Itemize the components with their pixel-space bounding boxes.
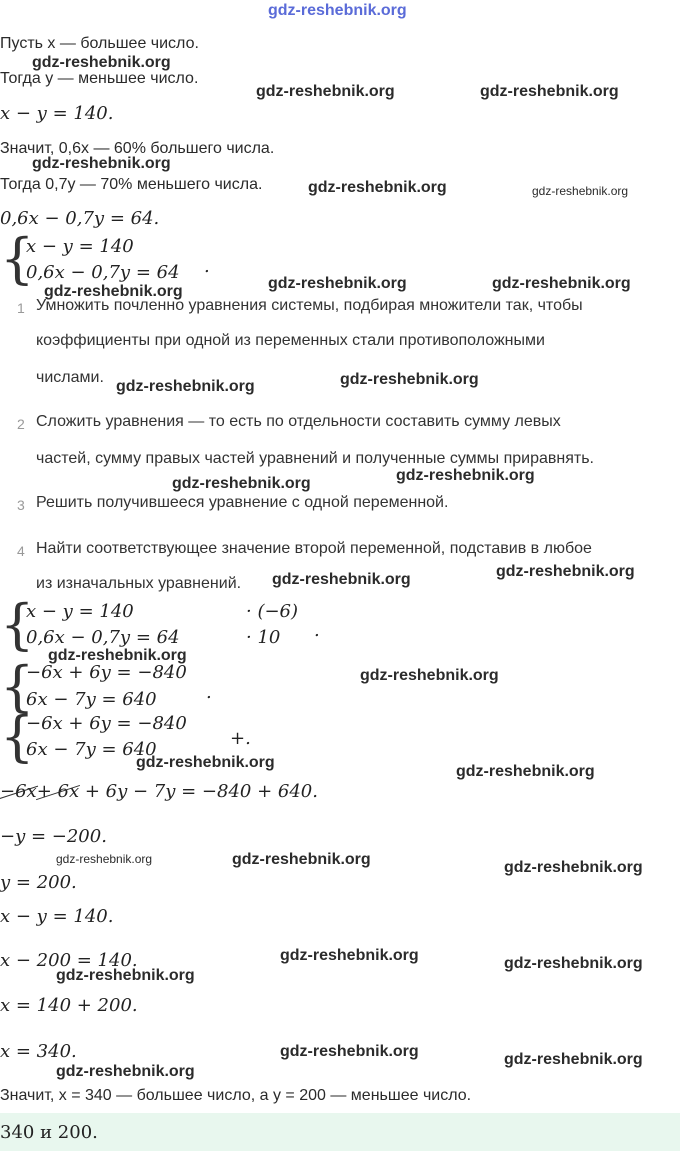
- watermark: gdz-reshebnik.org: [56, 1063, 195, 1080]
- watermark: gdz-reshebnik.org: [172, 475, 311, 492]
- answer-text: 340 и 200.: [0, 1122, 98, 1143]
- equation-step: x = 340.: [0, 1041, 77, 1062]
- watermark: gdz-reshebnik.org: [56, 967, 195, 984]
- text-line-y-smaller: Тогда y — меньшее число.: [0, 70, 199, 87]
- watermark: gdz-reshebnik.org: [496, 563, 635, 580]
- system4-eq2: 6x − 7y = 640: [26, 739, 157, 760]
- sum-rest: + 6y − 7y = −840 + 640.: [79, 781, 318, 802]
- watermark: gdz-reshebnik.org: [280, 947, 419, 964]
- equation-step: x = 140 + 200.: [0, 995, 138, 1016]
- system3-dot: .: [206, 682, 212, 703]
- watermark: gdz-reshebnik.org: [48, 647, 187, 664]
- step-text: Найти соответствующее значение второй переменной, подставив в любое: [36, 540, 592, 557]
- equation-step: x − y = 140.: [0, 906, 114, 927]
- system1-dot: .: [204, 256, 210, 277]
- watermark: gdz-reshebnik.org: [32, 54, 171, 71]
- system-brace: {: [0, 593, 35, 656]
- equation-step: −y = −200.: [0, 826, 107, 847]
- watermark: gdz-reshebnik.org: [56, 852, 153, 866]
- system2-eq1: x − y = 140: [26, 601, 134, 622]
- watermark: gdz-reshebnik.org: [480, 83, 619, 100]
- equation-step: y = 200.: [0, 872, 77, 893]
- step-text: Умножить почленно уравнения системы, подбирая множители так, чтобы: [36, 297, 583, 314]
- equation-percent: 0,6x − 0,7y = 64.: [0, 208, 160, 229]
- watermark: gdz-reshebnik.org: [532, 184, 629, 198]
- watermark: gdz-reshebnik.org: [44, 283, 183, 300]
- conclusion-text: Значит, x = 340 — большее число, а y = 200 — меньшее число.: [0, 1087, 472, 1104]
- text-line-70-percent: Тогда 0,7y — 70% меньшего числа.: [0, 176, 263, 193]
- watermark: gdz-reshebnik.org: [136, 754, 275, 771]
- text-line-60-percent: Значит, 0,6x — 60% большего числа.: [0, 140, 275, 157]
- system2-dot: .: [314, 620, 320, 641]
- system-brace: {: [0, 705, 35, 768]
- system2-eq2: 0,6x − 0,7y = 64: [26, 627, 180, 648]
- step-text: коэффициенты при одной из переменных стали противоположными: [36, 332, 545, 349]
- cancelled-term: −6x: [0, 781, 37, 802]
- watermark: gdz-reshebnik.org: [504, 859, 643, 876]
- watermark: gdz-reshebnik.org: [256, 83, 395, 100]
- system-brace: {: [0, 655, 35, 718]
- system-brace: {: [0, 227, 35, 290]
- system2-multiplier2: · 10: [246, 627, 281, 648]
- watermark: gdz-reshebnik.org: [340, 371, 479, 388]
- system3-eq1: −6x + 6y = −840: [26, 662, 187, 683]
- watermark: gdz-reshebnik.org: [280, 1043, 419, 1060]
- watermark: gdz-reshebnik.org: [504, 1051, 643, 1068]
- watermark: gdz-reshebnik.org: [32, 155, 171, 172]
- watermark: gdz-reshebnik.org: [456, 763, 595, 780]
- equation-step: x − 200 = 140.: [0, 950, 138, 971]
- watermark-top[interactable]: gdz-reshebnik.org: [268, 2, 407, 19]
- system3-eq2: 6x − 7y = 640: [26, 689, 157, 710]
- watermark: gdz-reshebnik.org: [396, 467, 535, 484]
- system4-plus: +.: [230, 728, 251, 749]
- step-number: 3: [17, 497, 25, 513]
- system1-eq2: 0,6x − 0,7y = 64: [26, 262, 180, 283]
- system2-multiplier1: · (−6): [246, 601, 299, 622]
- watermark: gdz-reshebnik.org: [492, 275, 631, 292]
- system4-eq1: −6x + 6y = −840: [26, 713, 187, 734]
- equation-difference: x − y = 140.: [0, 103, 114, 124]
- watermark: gdz-reshebnik.org: [504, 955, 643, 972]
- step-text: числами.: [36, 369, 104, 386]
- text-line-x-larger: Пусть x — большее число.: [0, 35, 199, 52]
- step-text: Сложить уравнения — то есть по отдельности составить сумму левых: [36, 413, 561, 430]
- cancelled-term: + 6x: [36, 781, 80, 802]
- watermark: gdz-reshebnik.org: [360, 667, 499, 684]
- watermark: gdz-reshebnik.org: [232, 851, 371, 868]
- step-text: частей, сумму правых частей уравнений и полученные суммы приравнять.: [36, 450, 594, 467]
- watermark: gdz-reshebnik.org: [116, 378, 255, 395]
- equation-sum: [0, 781, 318, 802]
- watermark: gdz-reshebnik.org: [308, 179, 447, 196]
- watermark: gdz-reshebnik.org: [272, 571, 411, 588]
- answer-box: [0, 1113, 680, 1151]
- watermark: gdz-reshebnik.org: [268, 275, 407, 292]
- step-number: 4: [17, 543, 25, 559]
- step-number: 2: [17, 416, 25, 432]
- step-text: Решить получившееся уравнение с одной переменной.: [36, 494, 449, 511]
- step-text: из изначальных уравнений.: [36, 575, 242, 592]
- step-number: 1: [17, 300, 25, 316]
- system1-eq1: x − y = 140: [26, 236, 134, 257]
